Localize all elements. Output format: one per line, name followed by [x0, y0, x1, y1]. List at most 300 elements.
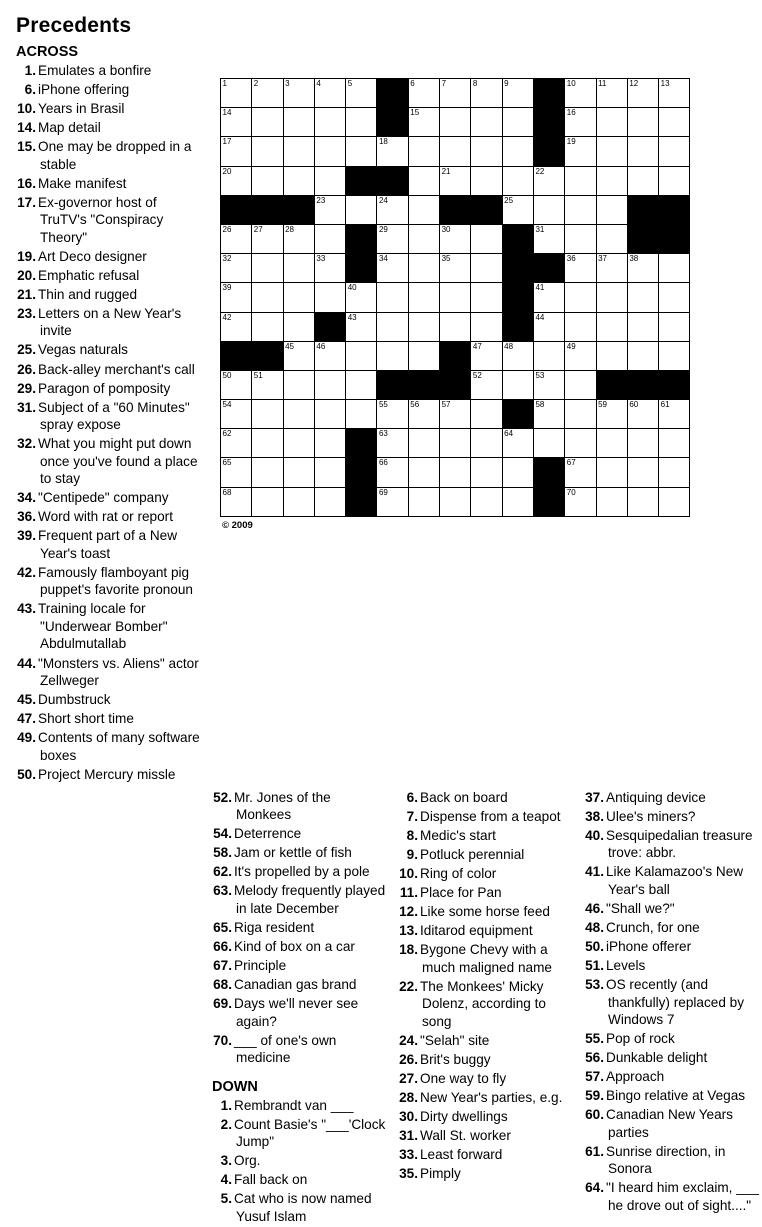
grid-cell[interactable]	[440, 312, 471, 341]
grid-cell[interactable]	[565, 254, 596, 283]
clue-number: 44.	[17, 655, 36, 671]
grid-cell[interactable]	[283, 341, 314, 370]
grid-cell[interactable]	[565, 312, 596, 341]
grid-cell[interactable]	[471, 166, 502, 195]
clue-text: Map detail	[38, 120, 101, 136]
clue-item	[396, 1089, 574, 1107]
grid-cell[interactable]	[221, 283, 252, 312]
grid-cell[interactable]	[252, 79, 283, 108]
grid-cell[interactable]	[533, 370, 564, 399]
grid-cell[interactable]	[221, 458, 252, 487]
grid-cell[interactable]	[221, 108, 252, 137]
grid-cell[interactable]	[221, 79, 252, 108]
clue-item	[14, 508, 204, 526]
clue-number: 6.	[24, 82, 36, 98]
clue-number: 38.	[585, 808, 604, 824]
clue-number: 15.	[17, 139, 36, 155]
grid-cell-number: 16	[566, 108, 576, 118]
grid-cell[interactable]	[502, 195, 533, 224]
clue-item	[14, 175, 204, 193]
grid-cell[interactable]	[596, 166, 627, 195]
grid-cell[interactable]	[221, 312, 252, 341]
grid-cell[interactable]	[314, 254, 345, 283]
grid-cell-number: 20	[222, 166, 232, 176]
grid-cell-block	[533, 487, 564, 516]
clue-item	[396, 1165, 574, 1183]
grid-cell[interactable]	[377, 487, 408, 516]
clue-text: Org.	[234, 1153, 261, 1169]
grid-cell-block	[533, 254, 564, 283]
grid-cell[interactable]	[377, 429, 408, 458]
clue-text: Brit's buggy	[420, 1051, 491, 1067]
grid-cell[interactable]	[314, 79, 345, 108]
grid-cell[interactable]	[533, 283, 564, 312]
grid-cell[interactable]	[596, 458, 627, 487]
clue-number: 57.	[585, 1069, 604, 1085]
grid-cell[interactable]	[596, 224, 627, 253]
grid-cell[interactable]	[346, 312, 377, 341]
clue-text: Dispense from a teapot	[420, 808, 561, 824]
clue-number: 3.	[220, 1153, 232, 1169]
grid-cell[interactable]	[471, 370, 502, 399]
grid-cell[interactable]	[377, 341, 408, 370]
grid-cell[interactable]	[346, 137, 377, 166]
grid-cell[interactable]	[440, 79, 471, 108]
grid-cell[interactable]	[533, 341, 564, 370]
grid-cell[interactable]	[533, 166, 564, 195]
grid-cell-number: 33	[316, 254, 326, 264]
grid-cell[interactable]	[627, 254, 658, 283]
grid-cell[interactable]	[283, 137, 314, 166]
clue-text: Iditarod equipment	[420, 922, 533, 938]
grid-cell[interactable]	[502, 341, 533, 370]
clue-text: "I heard him exclaim, ___ he drove out of sight...."	[606, 1180, 759, 1213]
grid-cell[interactable]	[283, 370, 314, 399]
down-clues-column-3	[582, 789, 762, 1227]
grid-cell[interactable]	[659, 458, 690, 487]
grid-cell[interactable]	[408, 137, 439, 166]
grid-cell-number: 47	[472, 341, 482, 351]
grid-cell[interactable]	[627, 79, 658, 108]
grid-cell[interactable]	[596, 283, 627, 312]
grid-cell[interactable]	[565, 458, 596, 487]
clue-text: What you might put down once you've found a place to stay	[38, 436, 198, 487]
grid-cell[interactable]	[283, 283, 314, 312]
grid-cell[interactable]	[627, 487, 658, 516]
clue-text: Melody frequently played in late December	[234, 883, 386, 916]
clue-number: 65.	[213, 919, 232, 935]
clue-item	[14, 341, 204, 359]
grid-cell[interactable]	[346, 283, 377, 312]
grid-cell[interactable]	[314, 370, 345, 399]
grid-cell[interactable]	[221, 429, 252, 458]
clue-number: 58.	[213, 845, 232, 861]
grid-cell[interactable]	[440, 400, 471, 429]
grid-cell[interactable]	[346, 400, 377, 429]
clue-text: Riga resident	[234, 919, 315, 935]
grid-cell[interactable]	[283, 254, 314, 283]
grid-cell[interactable]	[252, 108, 283, 137]
grid-cell[interactable]	[596, 108, 627, 137]
grid-cell[interactable]	[471, 79, 502, 108]
grid-cell[interactable]	[627, 283, 658, 312]
grid-cell[interactable]	[596, 195, 627, 224]
grid-cell[interactable]	[408, 487, 439, 516]
grid-cell[interactable]	[565, 487, 596, 516]
grid-cell[interactable]	[533, 429, 564, 458]
grid-cell-number: 18	[378, 137, 388, 147]
grid-cell[interactable]	[252, 224, 283, 253]
clue-item	[14, 267, 204, 285]
grid-cell[interactable]	[659, 166, 690, 195]
grid-cell-block	[596, 370, 627, 399]
crossword-grid[interactable]	[220, 78, 690, 517]
grid-cell-block	[533, 137, 564, 166]
grid-cell[interactable]	[596, 400, 627, 429]
grid-cell[interactable]	[408, 224, 439, 253]
grid-cell[interactable]	[440, 137, 471, 166]
grid-cell[interactable]	[283, 458, 314, 487]
grid-cell[interactable]	[502, 487, 533, 516]
grid-cell[interactable]	[565, 429, 596, 458]
grid-cell-number: 69	[378, 487, 388, 497]
grid-cell[interactable]	[252, 254, 283, 283]
clue-text: Emulates a bonfire	[38, 63, 152, 78]
clue-text: Dunkable delight	[606, 1050, 708, 1066]
clue-number: 1.	[24, 63, 36, 78]
grid-cell[interactable]	[252, 137, 283, 166]
grid-cell[interactable]	[377, 400, 408, 429]
grid-cell[interactable]	[533, 195, 564, 224]
grid-cell[interactable]	[408, 166, 439, 195]
clue-number: 61.	[585, 1143, 604, 1159]
grid-cell[interactable]	[346, 79, 377, 108]
down-clue-list-3	[582, 789, 762, 1215]
grid-cell[interactable]	[659, 108, 690, 137]
grid-cell-block	[252, 195, 283, 224]
grid-cell[interactable]	[533, 224, 564, 253]
grid-cell[interactable]	[408, 195, 439, 224]
grid-cell[interactable]	[627, 312, 658, 341]
grid-cell[interactable]	[533, 400, 564, 429]
grid-cell[interactable]	[377, 254, 408, 283]
grid-cell[interactable]	[659, 312, 690, 341]
grid-cell[interactable]	[659, 400, 690, 429]
grid-cell[interactable]	[440, 224, 471, 253]
grid-cell[interactable]	[471, 487, 502, 516]
clue-number: 13.	[399, 922, 418, 938]
grid-cell[interactable]	[565, 283, 596, 312]
clue-item	[14, 100, 204, 118]
clue-item	[396, 1051, 574, 1069]
grid-cell[interactable]	[596, 137, 627, 166]
clue-item	[210, 919, 388, 937]
grid-cell[interactable]	[314, 487, 345, 516]
grid-cell[interactable]	[377, 312, 408, 341]
grid-cell-number: 46	[316, 341, 326, 351]
clue-item	[14, 564, 204, 599]
grid-cell[interactable]	[252, 429, 283, 458]
grid-cell[interactable]	[377, 224, 408, 253]
grid-cell[interactable]	[659, 487, 690, 516]
grid-cell-block	[408, 370, 439, 399]
grid-cell[interactable]	[314, 166, 345, 195]
clue-text: Short short time	[38, 711, 134, 727]
clue-number: 2.	[220, 1116, 232, 1132]
grid-cell[interactable]	[314, 341, 345, 370]
grid-cell[interactable]	[440, 458, 471, 487]
clue-number: 24.	[399, 1032, 418, 1048]
grid-cell[interactable]	[221, 370, 252, 399]
grid-cell[interactable]	[440, 429, 471, 458]
grid-cell[interactable]	[596, 79, 627, 108]
grid-cell[interactable]	[565, 224, 596, 253]
clue-number: 29.	[17, 380, 36, 396]
grid-cell[interactable]	[377, 458, 408, 487]
grid-cell[interactable]	[314, 108, 345, 137]
grid-cell[interactable]	[659, 341, 690, 370]
clue-number: 31.	[17, 399, 36, 415]
clue-item	[14, 138, 204, 173]
grid-cell[interactable]	[377, 283, 408, 312]
grid-cell[interactable]	[627, 341, 658, 370]
grid-cell[interactable]	[565, 341, 596, 370]
grid-cell[interactable]	[659, 137, 690, 166]
grid-cell-block	[440, 195, 471, 224]
grid-cell[interactable]	[659, 429, 690, 458]
clue-number: 49.	[17, 730, 36, 746]
grid-cell[interactable]	[314, 429, 345, 458]
grid-cell[interactable]	[440, 487, 471, 516]
grid-cell[interactable]	[377, 137, 408, 166]
clue-text: Rembrandt van ___	[234, 1097, 354, 1113]
grid-cell-number: 11	[598, 79, 607, 88]
grid-cell[interactable]	[346, 341, 377, 370]
clue-number: 42.	[17, 564, 36, 580]
grid-cell[interactable]	[283, 166, 314, 195]
grid-cell[interactable]	[440, 254, 471, 283]
grid-cell[interactable]	[252, 283, 283, 312]
grid-cell[interactable]	[377, 195, 408, 224]
clue-item	[210, 938, 388, 956]
grid-cell[interactable]	[408, 283, 439, 312]
grid-cell[interactable]	[659, 79, 690, 108]
grid-cell[interactable]	[502, 370, 533, 399]
grid-cell[interactable]	[627, 137, 658, 166]
grid-cell[interactable]	[314, 283, 345, 312]
grid-cell[interactable]	[283, 312, 314, 341]
grid-cell[interactable]	[471, 108, 502, 137]
grid-cell[interactable]	[502, 458, 533, 487]
grid-cell[interactable]	[314, 224, 345, 253]
grid-cell-block	[502, 254, 533, 283]
grid-cell-number: 7	[441, 79, 447, 88]
grid-cell[interactable]	[471, 283, 502, 312]
grid-row	[221, 370, 690, 399]
clue-number: 45.	[17, 692, 36, 708]
grid-cell[interactable]	[627, 400, 658, 429]
grid-cell[interactable]	[221, 254, 252, 283]
grid-cell[interactable]	[471, 458, 502, 487]
grid-cell-number: 52	[472, 370, 482, 380]
clue-text: Word with rat or report	[38, 509, 173, 525]
grid-cell[interactable]	[596, 341, 627, 370]
grid-cell[interactable]	[283, 487, 314, 516]
clue-text: Ulee's miners?	[606, 808, 696, 824]
grid-cell[interactable]	[408, 341, 439, 370]
grid-cell-block	[533, 79, 564, 108]
down-clues-column-2	[396, 789, 582, 1227]
grid-cell[interactable]	[408, 108, 439, 137]
grid-cell-number: 28	[285, 224, 294, 234]
grid-cell[interactable]	[408, 458, 439, 487]
grid-cell[interactable]	[252, 312, 283, 341]
clue-text: The Monkees' Micky Dolenz, according to song	[420, 978, 546, 1029]
grid-cell-block	[627, 195, 658, 224]
grid-cell[interactable]	[565, 79, 596, 108]
clue-item	[14, 435, 204, 488]
grid-cell[interactable]	[408, 429, 439, 458]
grid-cell[interactable]	[346, 195, 377, 224]
grid-cell[interactable]	[502, 79, 533, 108]
clue-number: 56.	[585, 1050, 604, 1066]
grid-cell[interactable]	[252, 166, 283, 195]
grid-cell[interactable]	[565, 166, 596, 195]
grid-cell[interactable]	[314, 137, 345, 166]
grid-row	[221, 429, 690, 458]
grid-cell[interactable]	[440, 283, 471, 312]
grid-cell[interactable]	[283, 429, 314, 458]
grid-cell[interactable]	[565, 108, 596, 137]
clue-item	[396, 941, 574, 976]
grid-cell-number: 9	[504, 79, 509, 88]
grid-cell[interactable]	[283, 108, 314, 137]
clue-item	[14, 691, 204, 709]
grid-cell[interactable]	[283, 79, 314, 108]
clue-item	[210, 1171, 388, 1189]
grid-cell[interactable]	[565, 400, 596, 429]
grid-cell[interactable]	[471, 429, 502, 458]
grid-cell[interactable]	[283, 224, 314, 253]
clue-number: 10.	[399, 865, 418, 881]
grid-row	[221, 458, 690, 487]
clue-item	[210, 995, 388, 1030]
clue-text: Thin and rugged	[38, 286, 138, 302]
clue-number: 6.	[406, 789, 418, 805]
clue-number: 1.	[220, 1097, 232, 1113]
grid-cell[interactable]	[252, 458, 283, 487]
grid-cell[interactable]	[440, 108, 471, 137]
grid-cell[interactable]	[627, 429, 658, 458]
grid-cell[interactable]	[471, 341, 502, 370]
grid-cell-number: 61	[660, 400, 670, 410]
clue-text: OS recently (and thankfully) replaced by Windows 7	[606, 977, 745, 1028]
grid-cell-block	[627, 224, 658, 253]
clue-item	[14, 527, 204, 562]
grid-cell[interactable]	[346, 370, 377, 399]
grid-cell[interactable]	[659, 283, 690, 312]
grid-cell[interactable]	[471, 254, 502, 283]
grid-cell[interactable]	[283, 400, 314, 429]
grid-cell[interactable]	[565, 137, 596, 166]
grid-cell[interactable]	[252, 487, 283, 516]
clue-text: Back-alley merchant's call	[38, 361, 195, 377]
grid-cell-number: 17	[222, 137, 232, 147]
grid-cell[interactable]	[314, 458, 345, 487]
grid-cell[interactable]	[627, 108, 658, 137]
clue-number: 55.	[585, 1031, 604, 1047]
grid-cell[interactable]	[408, 254, 439, 283]
grid-cell[interactable]	[221, 137, 252, 166]
clue-number: 48.	[585, 919, 604, 935]
grid-cell[interactable]	[659, 254, 690, 283]
grid-cell[interactable]	[221, 224, 252, 253]
grid-cell[interactable]	[346, 108, 377, 137]
grid-cell-number: 25	[504, 195, 514, 205]
grid-row	[221, 283, 690, 312]
grid-cell[interactable]	[471, 400, 502, 429]
grid-cell-block	[283, 195, 314, 224]
grid-cell[interactable]	[502, 429, 533, 458]
grid-cell-block	[533, 458, 564, 487]
grid-cell[interactable]	[502, 166, 533, 195]
clue-text: Fall back on	[234, 1172, 308, 1188]
grid-cell[interactable]	[252, 400, 283, 429]
clue-item	[396, 903, 574, 921]
clue-text: Canadian gas brand	[234, 977, 357, 993]
clue-item	[582, 938, 762, 956]
clue-text: New Year's parties, e.g.	[420, 1089, 563, 1105]
grid-cell[interactable]	[596, 487, 627, 516]
grid-cell[interactable]	[252, 370, 283, 399]
grid-cell[interactable]	[314, 400, 345, 429]
grid-cell[interactable]	[408, 400, 439, 429]
grid-cell[interactable]	[596, 312, 627, 341]
clue-item	[396, 808, 574, 826]
grid-cell[interactable]	[502, 108, 533, 137]
grid-cell[interactable]	[596, 254, 627, 283]
grid-cell[interactable]	[471, 224, 502, 253]
grid-cell[interactable]	[565, 370, 596, 399]
grid-cell[interactable]	[627, 166, 658, 195]
grid-cell-number: 45	[285, 341, 294, 351]
grid-cell[interactable]	[471, 137, 502, 166]
grid-cell[interactable]	[221, 487, 252, 516]
grid-cell-number: 41	[535, 283, 545, 293]
clue-item	[14, 655, 204, 690]
grid-cell-block	[627, 370, 658, 399]
grid-cell[interactable]	[408, 312, 439, 341]
clue-text: Sunrise direction, in Sonora	[606, 1143, 726, 1177]
grid-cell-number: 62	[222, 429, 232, 439]
grid-cell[interactable]	[314, 195, 345, 224]
grid-cell[interactable]	[440, 166, 471, 195]
grid-cell[interactable]	[408, 79, 439, 108]
clue-item	[14, 729, 204, 764]
clue-text: Vegas naturals	[38, 342, 128, 358]
grid-cell[interactable]	[221, 400, 252, 429]
grid-cell[interactable]	[565, 195, 596, 224]
grid-cell[interactable]	[596, 429, 627, 458]
grid-cell[interactable]	[221, 166, 252, 195]
page-title: Precedents	[16, 14, 132, 37]
grid-cell[interactable]	[471, 312, 502, 341]
grid-row	[221, 224, 690, 253]
clue-item	[210, 789, 388, 824]
grid-cell[interactable]	[502, 137, 533, 166]
grid-cell[interactable]	[533, 312, 564, 341]
grid-cell[interactable]	[627, 458, 658, 487]
